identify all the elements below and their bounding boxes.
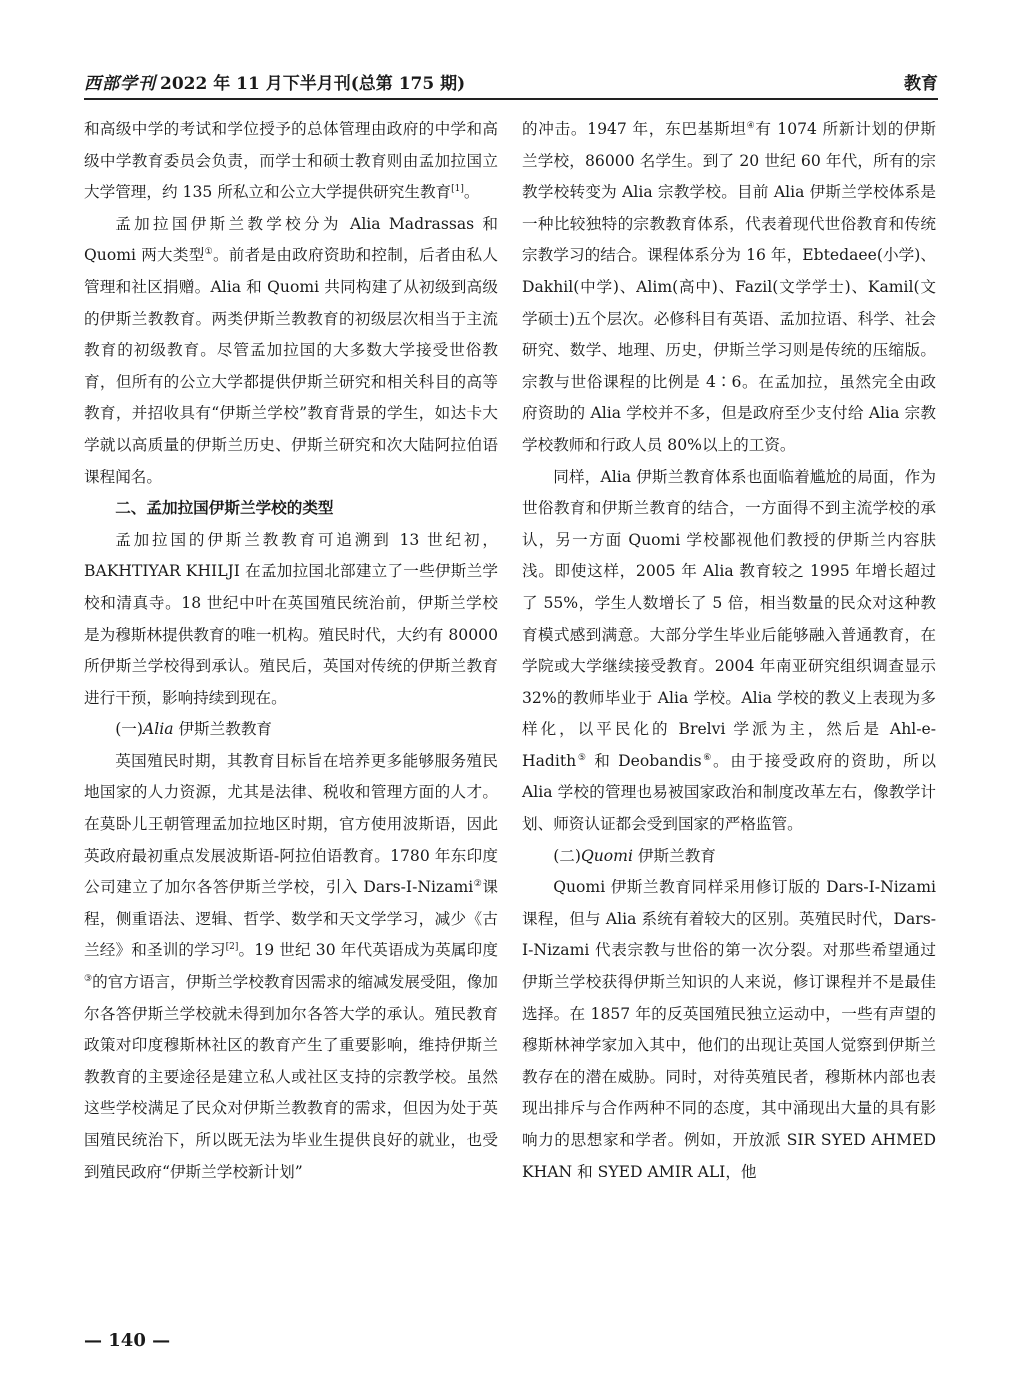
footnote-marker: ④	[746, 121, 756, 131]
citation: [2]	[225, 942, 239, 953]
subsection-heading: (一)Alia 伊斯兰教教育	[115, 720, 273, 739]
paragraph: 孟加拉国的伊斯兰教教育可追溯到 13 世纪初，BAKHTIYAR KHILJI 在孟加拉国北部建立了一些伊斯兰学校和清真寺。18 世纪中叶在英国殖民统治前，伊斯兰学校是为穆斯林提供教育的唯一机构。殖民时代，大约有 80000 所伊斯兰学校得到承认。殖民后，英国对传统的伊斯兰教育进行干预，影响持续到现在。	[84, 530, 498, 707]
paragraph: 同样，Alia 伊斯兰教育体系也面临着尴尬的局面，作为世俗教育和伊斯兰教育的结合，一方面得不到主流学校的承认，另一方面 Quomi 学校鄙视他们教授的伊斯兰内容肤浅。即使这样，2005 年 Alia 教育较之 1995 年增长超过了 55%，学生人数增长了 5 倍，相当数量的民众对这种教育模式感到满意。大部分学生毕业后能够融入普通教育，在学院或大学继续接受教育。2004 年南亚研究组织调查显示 32%的教师毕业于 Alia 学校。Alia 学校的教义上表现为多样化，以平民化的 Brelvi 学派为主，然后是 Ahl-e-Hadith⑤ 和 Deobandis⑥。由于接受政府的资助，所以 Alia 学校的管理也易被国家政治和制度改革左右，像教学计划、师资认证都会受到国家的严格监管。	[522, 467, 936, 834]
paragraph: 和高级中学的考试和学位授予的总体管理由政府的中学和高级中学教育委员会负责，而学士和硕士教育则由孟加拉国立大学管理，约 135 所私立和公立大学提供研究生教育[1]。	[84, 120, 498, 202]
paragraph: 的冲击。1947 年，东巴基斯坦④有 1074 所新计划的伊斯兰学校，86000 名学生。到了 20 世纪 60 年代，所有的宗教学校转变为 Alia 宗教学校。目前 Alia 伊斯兰学校体系是一种比较独特的宗教教育体系，代表着现代世俗教育和传统宗教学习的结合。课程体系分为 16 年，Ebtedaee(小学)、Dakhil(中学)、Alim(高中)、Fazil(文学学士)、Kamil(文学硕士)五个层次。必修科目有英语、孟加拉语、科学、社会研究、数学、地理、历史，伊斯兰学习则是传统的压缩版。宗教与世俗课程的比例是 4∶6。在孟加拉，虽然完全由政府资助的 Alia 学校并不多，但是政府至少支付给 Alia 宗教学校教师和行政人员 80%以上的工资。	[522, 120, 936, 454]
journal-logo: 西部学刊	[84, 74, 156, 94]
issue-info: 2022 年 11 月下半月刊(总第 175 期)	[160, 74, 466, 94]
footnote-marker: ③	[84, 974, 93, 985]
citation: [1]	[451, 184, 464, 195]
left-column	[84, 114, 498, 1188]
right-column	[522, 114, 936, 1188]
subsection-heading: (二)Quomi 伊斯兰教育	[553, 846, 716, 865]
paragraph: 英国殖民时期，其教育目标旨在培养更多能够服务殖民地国家的人力资源，尤其是法律、税收和管理方面的人才。在莫卧儿王朝管理孟加拉地区时期，官方使用波斯语，因此英政府最初重点发展波斯语-阿拉伯语教育。1780 年东印度公司建立了加尔各答伊斯兰学校，引入 Dars-I-Nizami②课程，侧重语法、逻辑、哲学、数学和天文学学习，减少《古兰经》和圣训的学习[2]。19 世纪 30 年代英语成为英属印度③的官方语言，伊斯兰学校教育因需求的缩减发展受阻，像加尔各答伊斯兰学校就未得到加尔各答大学的承认。殖民教育政策对印度穆斯林社区的教育产生了重要影响，维持伊斯兰教教育的主要途径是建立私人或社区支持的宗教学校。虽然这些学校满足了民众对伊斯兰教教育的需求，但因为处于英国殖民统治下，所以既无法为毕业生提供良好的就业，也受到殖民政府“伊斯兰学校新计划”	[84, 751, 498, 1181]
header-journal-issue	[84, 69, 465, 94]
page-number: — 140 —	[84, 1330, 171, 1351]
section-heading: 二、孟加拉国伊斯兰学校的类型	[115, 499, 334, 518]
section-label: 教育	[904, 74, 938, 94]
paragraph: 孟加拉国伊斯兰教学校分为 Alia Madrassas 和 Quomi 两大类型①。前者是由政府资助和控制，后者由私人管理和社区捐赠。Alia 和 Quomi 共同构建了从初级到高级的伊斯兰教教育。两类伊斯兰教教育的初级层次相当于主流教育的初级教育。尽管孟加拉国的大多数大学接受世俗教育，但所有的公立大学都提供伊斯兰研究和相关科目的高等教育，并招收具有“伊斯兰学校”教育背景的学生，如达卡大学就以高质量的伊斯兰历史、伊斯兰研究和次大陆阿拉伯语课程闻名。	[84, 214, 498, 486]
running-header	[84, 68, 938, 100]
paragraph: Quomi 伊斯兰教育同样采用修订版的 Dars-I-Nizami 课程，但与 Alia 系统有着较大的区别。英殖民时代，Dars-I-Nizami 代表宗教与世俗的第一次分裂。对那些希望通过伊斯兰学校获得伊斯兰知识的人来说，修订课程并不是最佳选择。在 1857 年的反英国殖民独立运动中，一些有声望的穆斯林神学家加入其中，他们的出现让英国人觉察到伊斯兰教存在的潜在威胁。同时，对待英殖民者，穆斯林内部也表现出排斥与合作两种不同的态度，其中涌现出大量的具有影响力的思想家和学者。例如，开放派 SIR SYED AHMED KHAN 和 SYED AMIR ALI，他	[522, 878, 936, 1181]
footnote-marker: ⑥	[701, 752, 714, 763]
footnote-marker: ②	[473, 879, 483, 890]
footnote-marker: ⑤	[576, 752, 588, 763]
footnote-marker: ①	[204, 247, 213, 258]
